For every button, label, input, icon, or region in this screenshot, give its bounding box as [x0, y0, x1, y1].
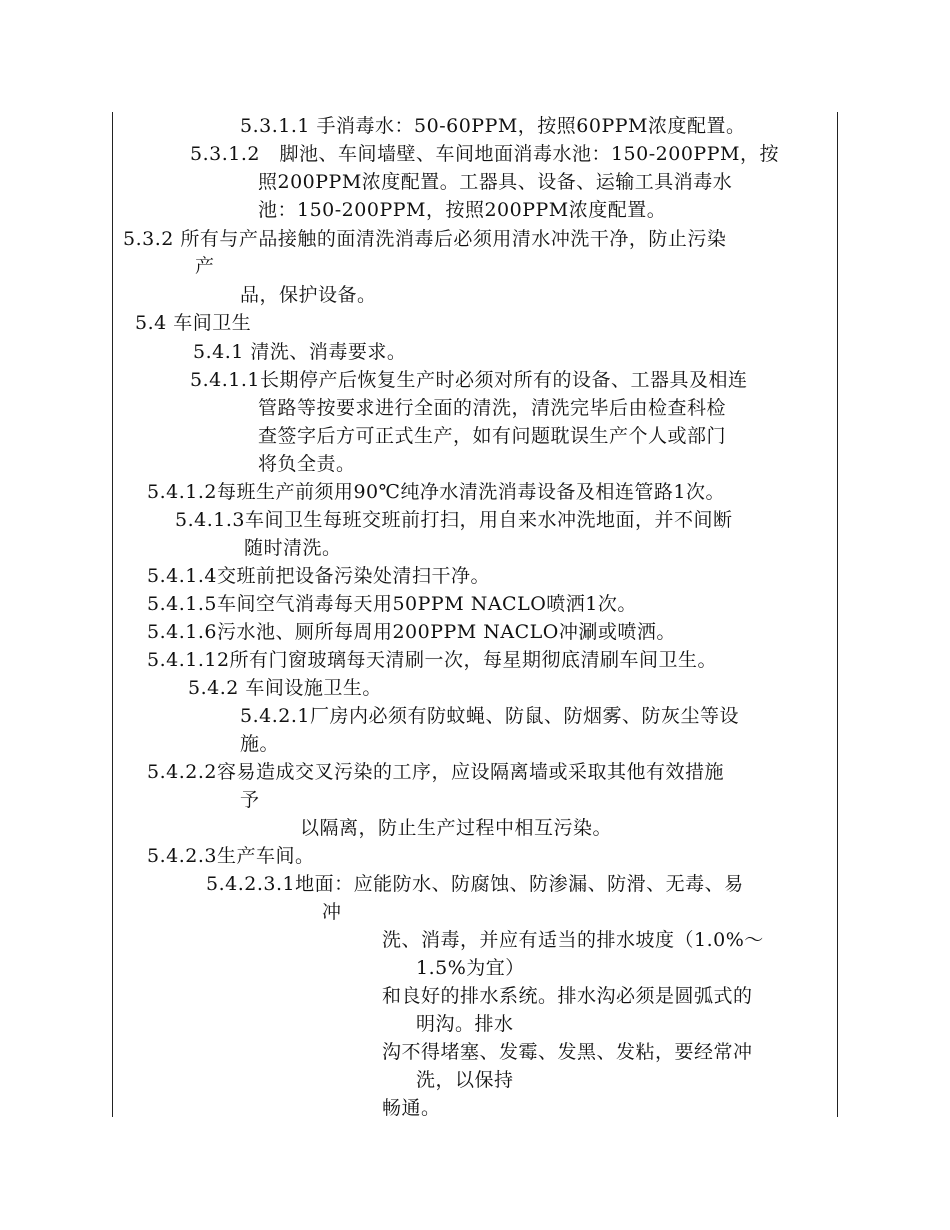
text-line: 洗，以保持: [416, 1069, 514, 1091]
text-line: 沟不得堵塞、发霉、发黑、发粘，要经常冲: [382, 1041, 753, 1063]
text-line: 5.4.1.2每班生产前须用90℃纯净水清洗消毒设备及相连管路1次。: [147, 481, 725, 503]
subsection-heading: 5.4.2 车间设施卫生。: [188, 677, 382, 699]
text-line: 池：150-200PPM，按照200PPM浓度配置。: [258, 199, 667, 221]
text-line: 5.4.2.3生产车间。: [147, 845, 315, 867]
text-line: 和良好的排水系统。排水沟必须是圆弧式的: [382, 985, 753, 1007]
text-line: 查签字后方可正式生产，如有问题耽误生产个人或部门: [258, 425, 727, 447]
text-line: 5.3.2 所有与产品接触的面清洗消毒后必须用清水冲洗干净，防止污染: [123, 228, 727, 250]
text-line: 5.4.2.3.1地面：应能防水、防腐蚀、防渗漏、防滑、无毒、易: [206, 873, 744, 895]
text-line: 随时清洗。: [244, 537, 342, 559]
text-line: 畅通。: [382, 1097, 441, 1119]
text-line: 将负全责。: [258, 453, 356, 475]
text-line: 管路等按要求进行全面的清洗，清洗完毕后由检查科检: [258, 397, 727, 419]
text-line: 5.4.1.6污水池、厕所每周用200PPM NACLO冲涮或喷洒。: [147, 621, 676, 643]
subsection-heading: 5.4.1 清洗、消毒要求。: [193, 341, 407, 363]
text-line: 5.4.2.1厂房内必须有防蚊蝇、防鼠、防烟雾、防灰尘等设: [240, 705, 739, 727]
text-line: 予: [240, 789, 260, 811]
text-line: 5.4.1.4交班前把设备污染处清扫干净。: [147, 565, 490, 587]
text-line: 明沟。排水: [416, 1013, 514, 1035]
text-line: 产: [195, 255, 215, 277]
text-line: 5.4.1.5车间空气消毒每天用50PPM NACLO喷洒1次。: [147, 593, 637, 615]
text-line: 照200PPM浓度配置。工器具、设备、运输工具消毒水: [258, 171, 733, 193]
text-line: 5.4.1.3车间卫生每班交班前打扫，用自来水冲洗地面，并不间断: [175, 509, 733, 531]
text-line: 5.3.1.1 手消毒水：50-60PPM，按照60PPM浓度配置。: [240, 115, 746, 137]
text-line: 洗、消毒，并应有适当的排水坡度（1.0%～: [382, 929, 764, 951]
text-line: 5.4.2.2容易造成交叉污染的工序，应设隔离墙或采取其他有效措施: [147, 761, 724, 783]
text-line: 以隔离，防止生产过程中相互污染。: [300, 817, 613, 839]
text-line: 1.5%为宜）: [416, 957, 525, 979]
text-line: 5.4.1.12所有门窗玻璃每天清刷一次，每星期彻底清刷车间卫生。: [147, 649, 718, 671]
table-right-border: [837, 112, 838, 1117]
table-left-border: [112, 112, 113, 1117]
text-line: 5.3.1.2 脚池、车间墙壁、车间地面消毒水池：150-200PPM，按: [190, 143, 779, 165]
text-line: 5.4.1.1长期停产后恢复生产时必须对所有的设备、工器具及相连: [190, 369, 748, 391]
section-heading: 5.4 车间卫生: [135, 312, 252, 334]
text-line: 施。: [240, 733, 280, 755]
text-line: 冲: [322, 901, 342, 923]
text-line: 品，保护设备。: [240, 284, 377, 306]
